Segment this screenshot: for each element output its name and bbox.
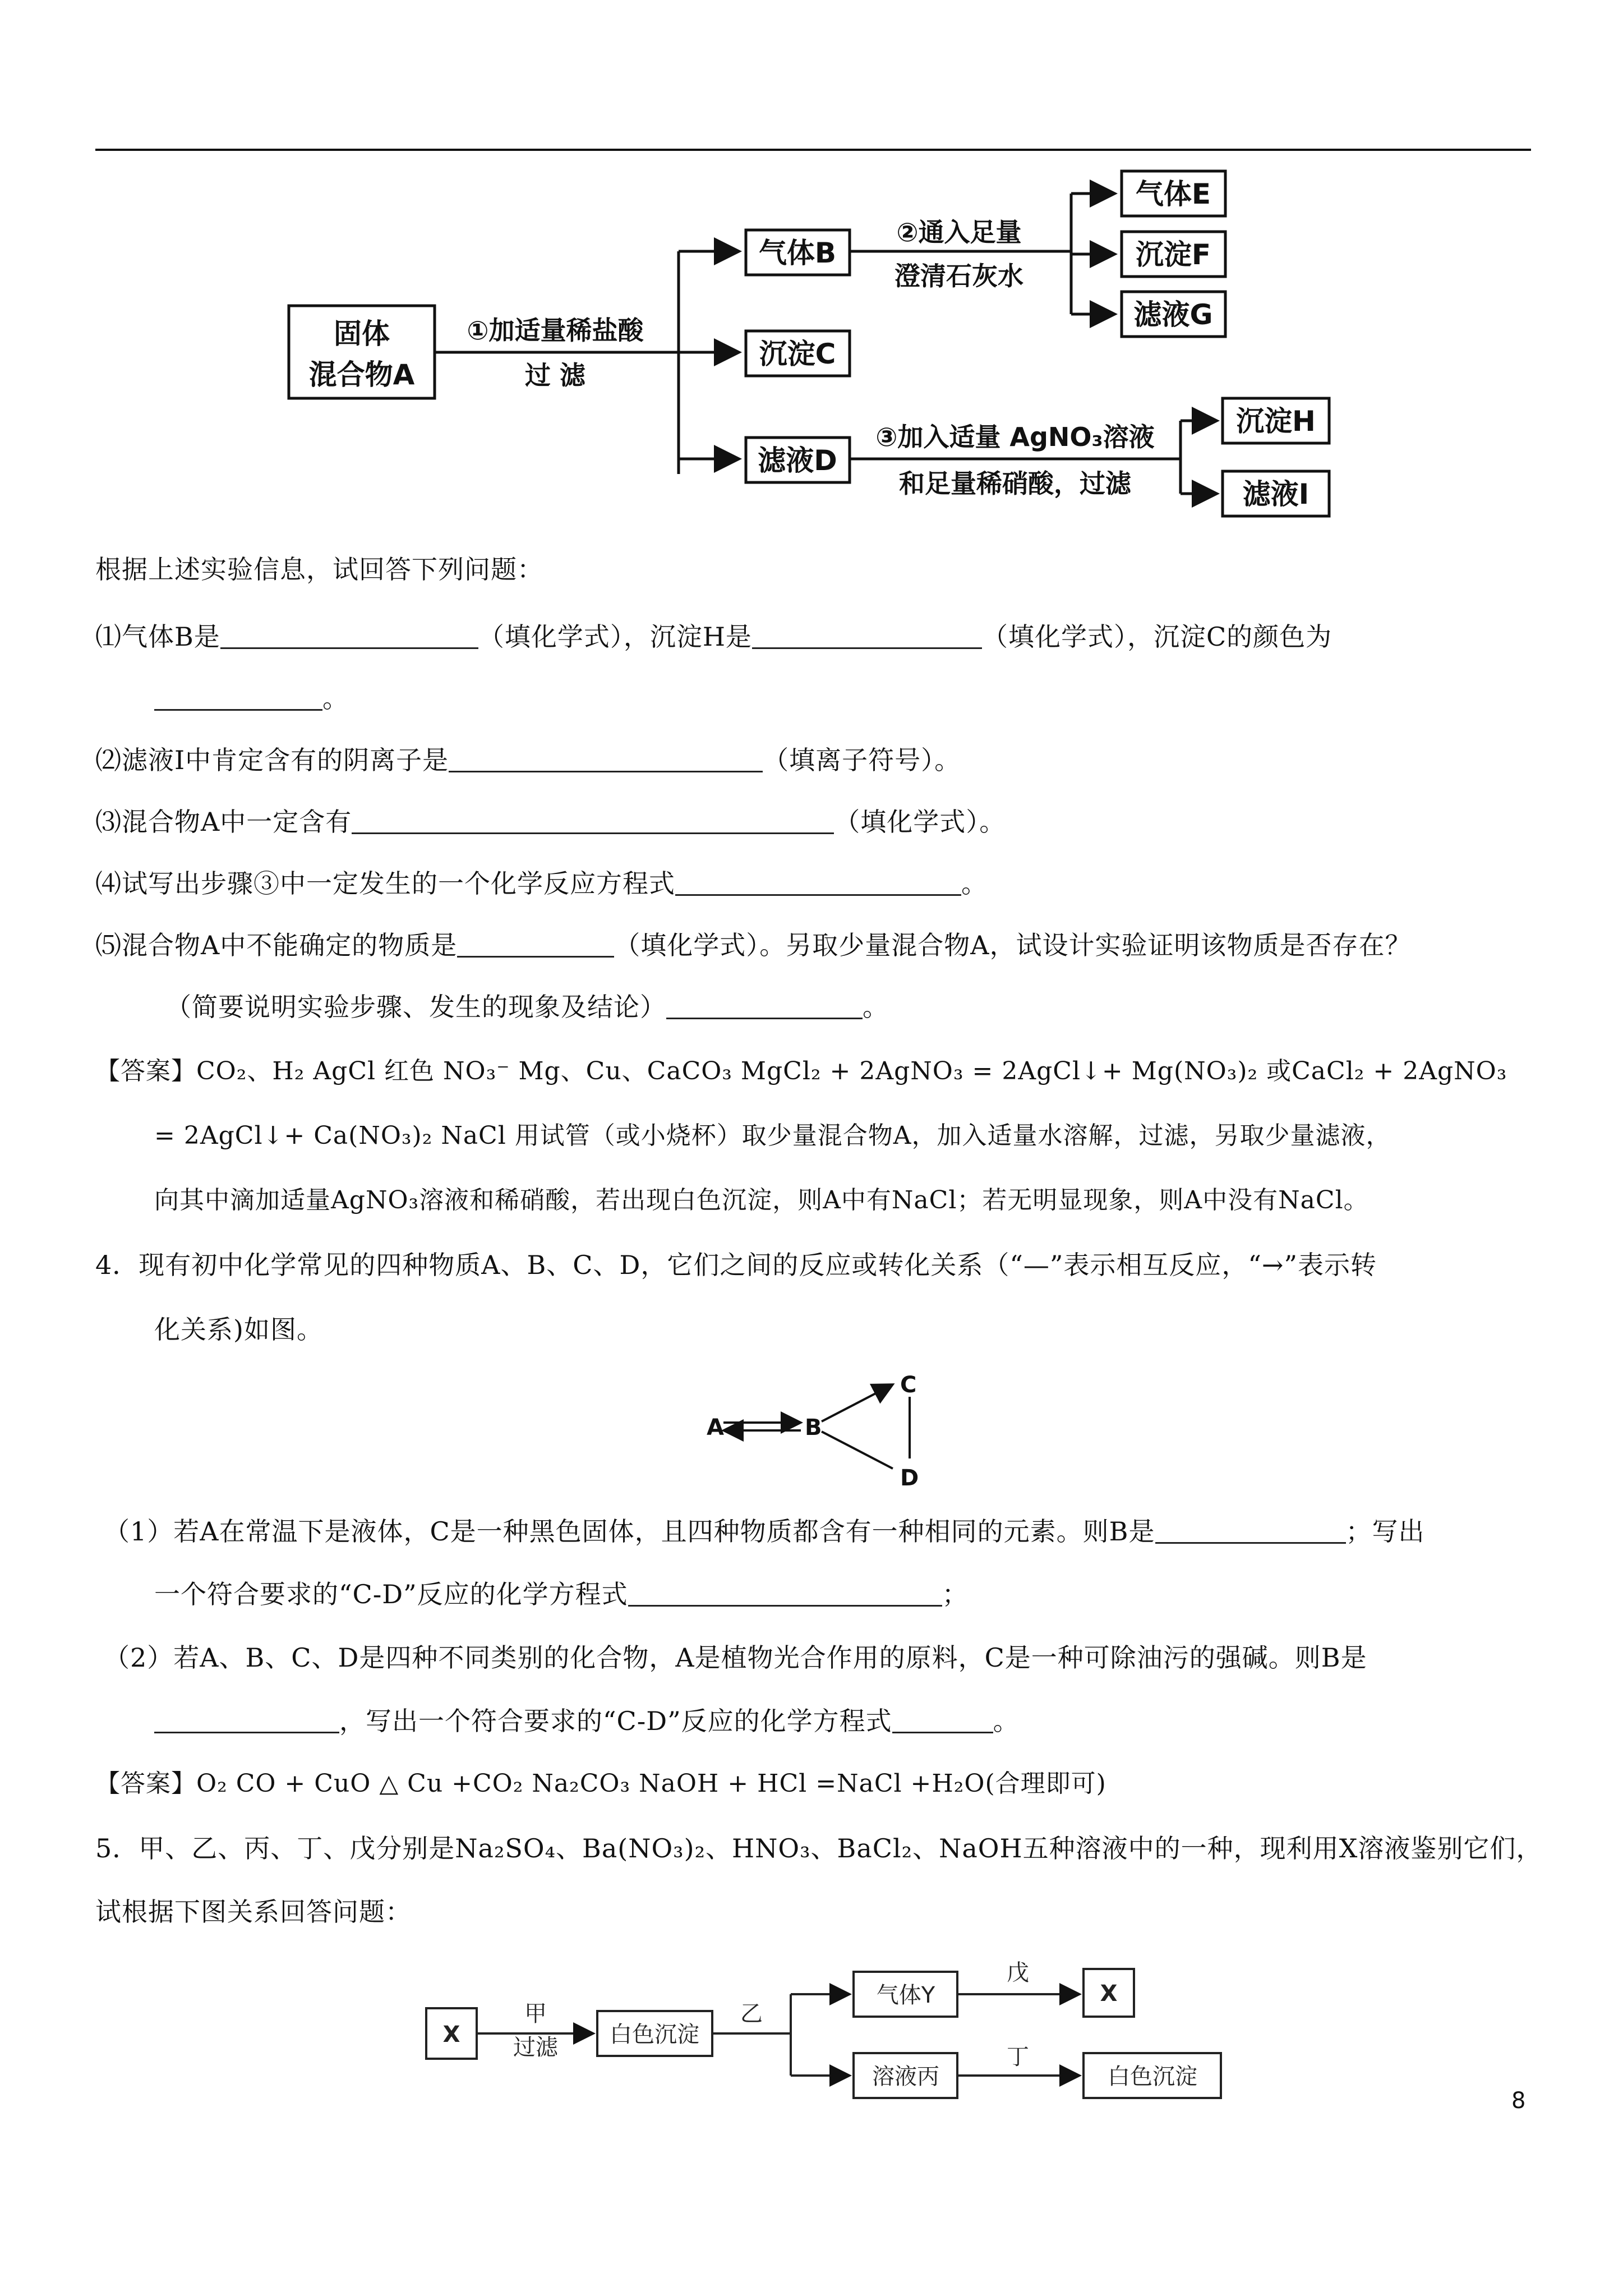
- q4-stem-line1: 4．现有初中化学常见的四种物质A、B、C、D，它们之间的反应或转化关系（“—”表示相互反应，“→”表示转: [95, 1250, 1377, 1280]
- q3-p5a: ⑸混合物A中不能确定的物质是: [95, 930, 458, 960]
- gas-y-label: 气体Y: [876, 1982, 935, 2008]
- step2-line1: ②通入足量: [896, 217, 1022, 247]
- q4-p1d: ；: [942, 1579, 969, 1609]
- q3-p1d: 。: [322, 683, 349, 714]
- q3-answer-line1: [95, 1055, 1507, 1088]
- q4-p2b: ，写出一个符合要求的“C-D”反应的化学方程式: [339, 1706, 892, 1736]
- step2-line2: 澄清石灰水: [895, 261, 1023, 291]
- filtrate-i-label: 滤液I: [1242, 478, 1310, 510]
- q4-stem-line2: 化关系)如图。: [154, 1314, 323, 1345]
- q3-p4b: 。: [961, 868, 988, 899]
- q4-part2-cont: [154, 1704, 1020, 1738]
- solution-bing-label: 溶液丙: [872, 2064, 939, 2090]
- node-c: C: [900, 1372, 917, 1398]
- ding-label: 丁: [1007, 2044, 1029, 2070]
- q3-intro: 根据上述实验信息，试回答下列问题：: [95, 554, 543, 585]
- q3-answer-line2: = 2AgCl↓+ Ca(NO₃)₂ NaCl 用试管（或小烧杯）取少量混合物A，加入适量水溶解，过滤，另取少量滤液，: [154, 1121, 1391, 1150]
- experiment-flow-diagram: [0, 0, 1623, 539]
- q3-part1-cont: [154, 682, 349, 715]
- node-b: B: [805, 1415, 822, 1441]
- answer-blank: [457, 933, 614, 958]
- q3-p3b: （填化学式）。: [834, 807, 1006, 837]
- filtrate-d-label: 滤液D: [758, 444, 837, 477]
- step1-line1: ①加适量稀盐酸: [467, 315, 644, 346]
- q3-p3a: ⑶混合物A中一定含有: [95, 807, 352, 837]
- answer-blank: [154, 1709, 339, 1733]
- q3-part4: [95, 867, 988, 900]
- x-label: X: [442, 2022, 460, 2047]
- answer-blank: [666, 995, 863, 1019]
- q3-p2a: ⑵滤液I中肯定含有的阴离子是: [95, 745, 449, 775]
- abcd-relation-diagram: [695, 1369, 942, 1492]
- precip-f-label: 沉淀F: [1135, 238, 1211, 271]
- q3-answer-text1: CO₂、H₂ AgCl 红色 NO₃⁻ Mg、Cu、CaCO₃ MgCl₂ + 2AgNO₃ = 2AgCl↓+ Mg(NO₃)₂ 或CaCl₂ + 2AgNO₃: [196, 1057, 1507, 1085]
- box-a-line2: 混合物A: [308, 358, 415, 391]
- step3-line1: ③加入适量 AgNO₃溶液: [875, 422, 1155, 452]
- answer-blank: [675, 872, 961, 896]
- q4-p2c: 。: [993, 1706, 1020, 1736]
- white-precip-label: 白色沉淀: [610, 2022, 699, 2047]
- step3-line2: 和足量稀硝酸，过滤: [899, 468, 1131, 499]
- q3-part2: [95, 743, 961, 777]
- answer-blank: [154, 687, 322, 711]
- step1-line2: 过 滤: [524, 360, 586, 390]
- precip-h-label: 沉淀H: [1236, 405, 1316, 438]
- q3-p1c: （填化学式），沉淀C的颜色为: [981, 622, 1332, 652]
- q4-part1: [104, 1515, 1425, 1548]
- page-number: 8: [1511, 2088, 1526, 2114]
- answer-label: 【答案】: [95, 1769, 196, 1798]
- precip-c-label: 沉淀C: [759, 338, 836, 370]
- q3-part5-cont: [165, 990, 889, 1024]
- q4-p1b: ；写出: [1345, 1516, 1425, 1547]
- box-a-line1: 固体: [334, 318, 390, 350]
- q3-p2b: （填离子符号）。: [763, 745, 961, 775]
- q3-p1a: ⑴气体B是: [95, 622, 220, 652]
- q5-stem-line1: 5．甲、乙、丙、丁、戊分别是Na₂SO₄、Ba(NO₃)₂、HNO₃、BaCl₂、NaOH五种溶液中的一种，现利用X溶液鉴别它们，: [95, 1833, 1543, 1864]
- q4-answer-line: [95, 1767, 1106, 1801]
- identification-flow-diagram: [415, 1955, 1256, 2112]
- x-result-label: X: [1100, 1981, 1118, 2007]
- answer-blank: [752, 625, 982, 649]
- wu-label: 戊: [1007, 1960, 1029, 1986]
- q3-part1: [95, 620, 1332, 654]
- q3-p5d: 。: [863, 992, 889, 1022]
- node-d: D: [900, 1465, 919, 1491]
- node-a: A: [707, 1415, 724, 1441]
- yi-label: 乙: [740, 2001, 763, 2027]
- q4-p1c: 一个符合要求的“C-D”反应的化学方程式: [154, 1579, 628, 1609]
- answer-blank: [220, 625, 478, 649]
- q3-p4a: ⑷试写出步骤③中一定发生的一个化学反应方程式: [95, 868, 675, 899]
- q3-p5c: （简要说明实验步骤、发生的现象及结论）: [165, 992, 666, 1022]
- q3-p5b: （填化学式）。另取少量混合物A，试设计实验证明该物质是否存在？: [614, 930, 1412, 960]
- q3-part5: [95, 928, 1411, 962]
- q4-part2: （2）若A、B、C、D是四种不同类别的化合物，A是植物光合作用的原料，C是一种可除油污的强碱。则B是: [104, 1642, 1367, 1673]
- filter-label: 过滤: [513, 2035, 558, 2060]
- q5-stem-line2: 试根据下图关系回答问题：: [95, 1897, 412, 1927]
- filtrate-g-label: 滤液G: [1133, 298, 1213, 331]
- gas-e-label: 气体E: [1135, 178, 1211, 210]
- white-precip-2-label: 白色沉淀: [1108, 2064, 1197, 2090]
- answer-blank: [892, 1709, 993, 1733]
- answer-blank: [1155, 1520, 1346, 1544]
- q4-answer-text: O₂ CO + CuO △ Cu +CO₂ Na₂CO₃ NaOH + HCl =NaCl +H₂O(合理即可): [196, 1769, 1106, 1798]
- q4-p1a: （1）若A在常温下是液体，C是一种黑色固体，且四种物质都含有一种相同的元素。则B是: [104, 1516, 1155, 1547]
- jia-label: 甲: [524, 2001, 547, 2027]
- answer-blank: [628, 1582, 942, 1607]
- q3-answer-line3: 向其中滴加适量AgNO₃溶液和稀硝酸，若出现白色沉淀，则A中有NaCl；若无明显现象，则A中没有NaCl。: [154, 1186, 1369, 1214]
- answer-blank: [352, 810, 834, 834]
- answer-blank: [449, 748, 763, 772]
- q4-part1-cont: [154, 1577, 969, 1611]
- gas-b-label: 气体B: [758, 237, 837, 269]
- q3-p1b: （填化学式），沉淀H是: [478, 622, 752, 652]
- q3-part3: [95, 805, 1006, 839]
- answer-label: 【答案】: [95, 1057, 196, 1085]
